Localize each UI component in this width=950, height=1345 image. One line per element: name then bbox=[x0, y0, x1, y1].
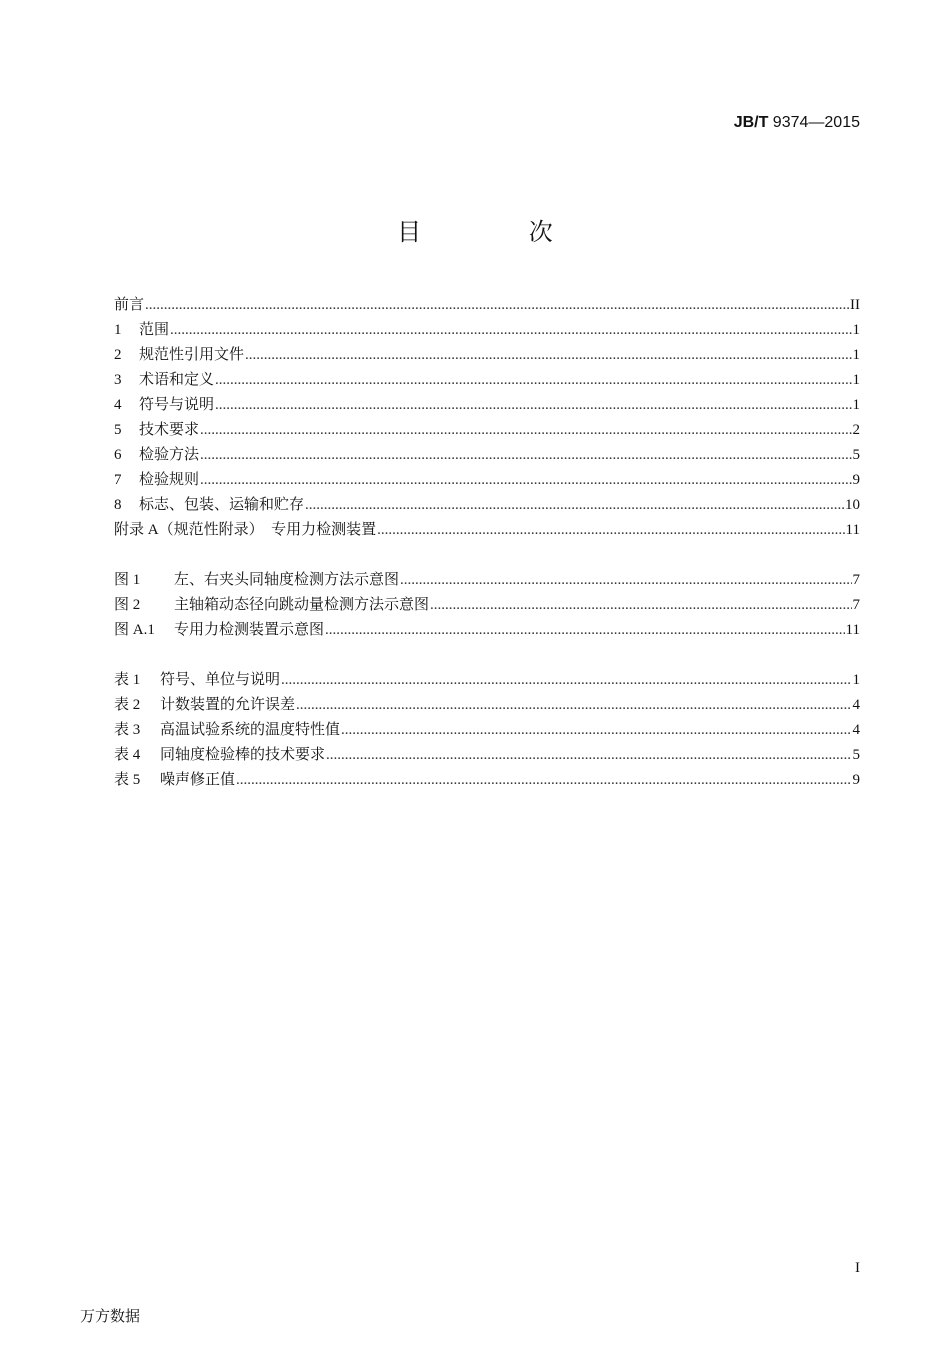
dot-leader bbox=[325, 618, 845, 643]
toc-entry-number: 图 1 bbox=[114, 572, 141, 588]
toc-entry-number: 3 bbox=[114, 372, 122, 388]
toc-entry-title bbox=[114, 318, 169, 343]
toc-entry-label: 计数装置的允许误差 bbox=[160, 697, 296, 713]
dot-leader bbox=[281, 668, 851, 693]
dot-leader bbox=[200, 418, 851, 443]
toc-spacer bbox=[114, 643, 860, 668]
toc-entry-title bbox=[114, 368, 214, 393]
toc-entry-page: 5 bbox=[852, 447, 860, 463]
toc-entry-number: 表 4 bbox=[114, 747, 141, 763]
toc-entry[interactable] bbox=[114, 743, 860, 768]
toc-entry-number: 1 bbox=[114, 322, 122, 338]
toc-entry-label: 噪声修正值 bbox=[160, 772, 236, 788]
toc-entry-label: 专用力检测装置示意图 bbox=[174, 622, 325, 638]
watermark: 万方数据 bbox=[80, 1307, 141, 1325]
toc-entry-page: 2 bbox=[852, 422, 860, 438]
toc-entry[interactable] bbox=[114, 293, 860, 318]
standard-code-prefix: JB/T bbox=[733, 114, 769, 131]
toc-entry-page: 5 bbox=[852, 747, 860, 763]
toc-entry-label: 技术要求 bbox=[139, 422, 200, 438]
toc-entry-page: 11 bbox=[845, 622, 860, 638]
toc-entry-number: 5 bbox=[114, 422, 122, 438]
toc-entry-page: 1 bbox=[852, 347, 860, 363]
toc-entry-number: 4 bbox=[114, 397, 122, 413]
toc-entry-page: 11 bbox=[845, 522, 860, 538]
toc-entry-label: 范围 bbox=[139, 322, 170, 338]
toc-entry[interactable] bbox=[114, 668, 860, 693]
toc-entry-page: 9 bbox=[852, 772, 860, 788]
toc-entry-label: 检验规则 bbox=[139, 472, 200, 488]
toc-entry-page: 10 bbox=[845, 497, 860, 513]
dot-leader bbox=[170, 318, 851, 343]
toc-entry-label: 同轴度检验棒的技术要求 bbox=[160, 747, 326, 763]
toc-entry[interactable] bbox=[114, 693, 860, 718]
toc-entry-page: 4 bbox=[852, 697, 860, 713]
dot-leader bbox=[200, 443, 851, 468]
toc-figures bbox=[114, 568, 860, 643]
toc-entry-label: 附录 A（规范性附录） 专用力检测装置 bbox=[114, 522, 377, 538]
toc-entry-number: 8 bbox=[114, 497, 122, 513]
toc-entry-page: 7 bbox=[852, 572, 860, 588]
toc-entry-title bbox=[114, 718, 340, 743]
standard-code bbox=[734, 114, 860, 132]
toc-entry[interactable] bbox=[114, 593, 860, 618]
dot-leader bbox=[430, 593, 851, 618]
toc-entry[interactable] bbox=[114, 418, 860, 443]
toc-entry-page: 1 bbox=[852, 322, 860, 338]
toc-entry-page: 9 bbox=[852, 472, 860, 488]
toc-chapters bbox=[114, 293, 860, 543]
toc-entry-label: 标志、包装、运输和贮存 bbox=[139, 497, 305, 513]
toc-entry-page: 7 bbox=[852, 597, 860, 613]
toc-spacer bbox=[114, 543, 860, 568]
toc-entry-number: 表 3 bbox=[114, 722, 141, 738]
toc-entry-label: 术语和定义 bbox=[139, 372, 215, 388]
toc-entry-title bbox=[114, 493, 304, 518]
toc-entry-title bbox=[114, 693, 295, 718]
toc-entry-label: 高温试验系统的温度特性值 bbox=[160, 722, 341, 738]
toc-entry-title bbox=[114, 618, 324, 643]
dot-leader bbox=[215, 393, 851, 418]
toc-entry-page: 1 bbox=[852, 372, 860, 388]
toc-entry[interactable] bbox=[114, 718, 860, 743]
toc-entry-title bbox=[114, 293, 144, 318]
toc-entry[interactable] bbox=[114, 618, 860, 643]
toc-entry-title bbox=[114, 518, 376, 543]
toc-entry-title bbox=[114, 593, 429, 618]
dot-leader bbox=[400, 568, 851, 593]
dot-leader bbox=[145, 293, 849, 318]
toc-entry[interactable] bbox=[114, 443, 860, 468]
toc-entry-number: 表 2 bbox=[114, 697, 141, 713]
dot-leader bbox=[326, 743, 851, 768]
dot-leader bbox=[236, 768, 851, 793]
toc-entry-label: 前言 bbox=[114, 297, 145, 313]
toc-entry-page: 1 bbox=[852, 672, 860, 688]
toc-entry-label: 检验方法 bbox=[139, 447, 200, 463]
toc-entry-page: II bbox=[850, 297, 860, 313]
page-number: I bbox=[855, 1260, 860, 1276]
toc-entry[interactable] bbox=[114, 468, 860, 493]
toc-entry[interactable] bbox=[114, 768, 860, 793]
toc-entry[interactable] bbox=[114, 318, 860, 343]
toc-entry-number: 表 5 bbox=[114, 772, 141, 788]
toc-entry-title bbox=[114, 418, 199, 443]
dot-leader bbox=[200, 468, 851, 493]
toc-tables bbox=[114, 668, 860, 793]
dot-leader bbox=[215, 368, 851, 393]
toc-entry-title bbox=[114, 468, 199, 493]
dot-leader bbox=[341, 718, 851, 743]
toc-entry-number: 2 bbox=[114, 347, 122, 363]
dot-leader bbox=[296, 693, 851, 718]
toc-entry-label: 符号、单位与说明 bbox=[160, 672, 281, 688]
toc-entry-page: 4 bbox=[852, 722, 860, 738]
toc-entry[interactable] bbox=[114, 518, 860, 543]
toc-entry-title bbox=[114, 768, 235, 793]
table-of-contents bbox=[114, 293, 860, 793]
toc-entry-title bbox=[114, 668, 280, 693]
toc-entry-label: 主轴箱动态径向跳动量检测方法示意图 bbox=[174, 597, 430, 613]
toc-entry-label: 规范性引用文件 bbox=[139, 347, 245, 363]
toc-entry[interactable] bbox=[114, 368, 860, 393]
toc-entry-number: 图 2 bbox=[114, 597, 141, 613]
page-title: 目 次 bbox=[397, 218, 603, 246]
toc-entry-page: 1 bbox=[852, 397, 860, 413]
toc-entry[interactable] bbox=[114, 393, 860, 418]
toc-entry-number: 表 1 bbox=[114, 672, 141, 688]
dot-leader bbox=[305, 493, 844, 518]
dot-leader bbox=[245, 343, 851, 368]
toc-entry[interactable] bbox=[114, 568, 860, 593]
toc-entry-number: 6 bbox=[114, 447, 122, 463]
toc-entry-title bbox=[114, 393, 214, 418]
toc-entry-title bbox=[114, 443, 199, 468]
toc-entry-title bbox=[114, 743, 325, 768]
toc-entry-title bbox=[114, 343, 244, 368]
toc-entry-number: 图 A.1 bbox=[114, 622, 155, 638]
toc-entry-label: 符号与说明 bbox=[139, 397, 215, 413]
toc-entry[interactable] bbox=[114, 343, 860, 368]
toc-entry-title bbox=[114, 568, 399, 593]
toc-entry-number: 7 bbox=[114, 472, 122, 488]
standard-code-number: 9374—2015 bbox=[768, 114, 860, 131]
dot-leader bbox=[377, 518, 844, 543]
toc-entry-label: 左、右夹头同轴度检测方法示意图 bbox=[174, 572, 400, 588]
toc-entry[interactable] bbox=[114, 493, 860, 518]
